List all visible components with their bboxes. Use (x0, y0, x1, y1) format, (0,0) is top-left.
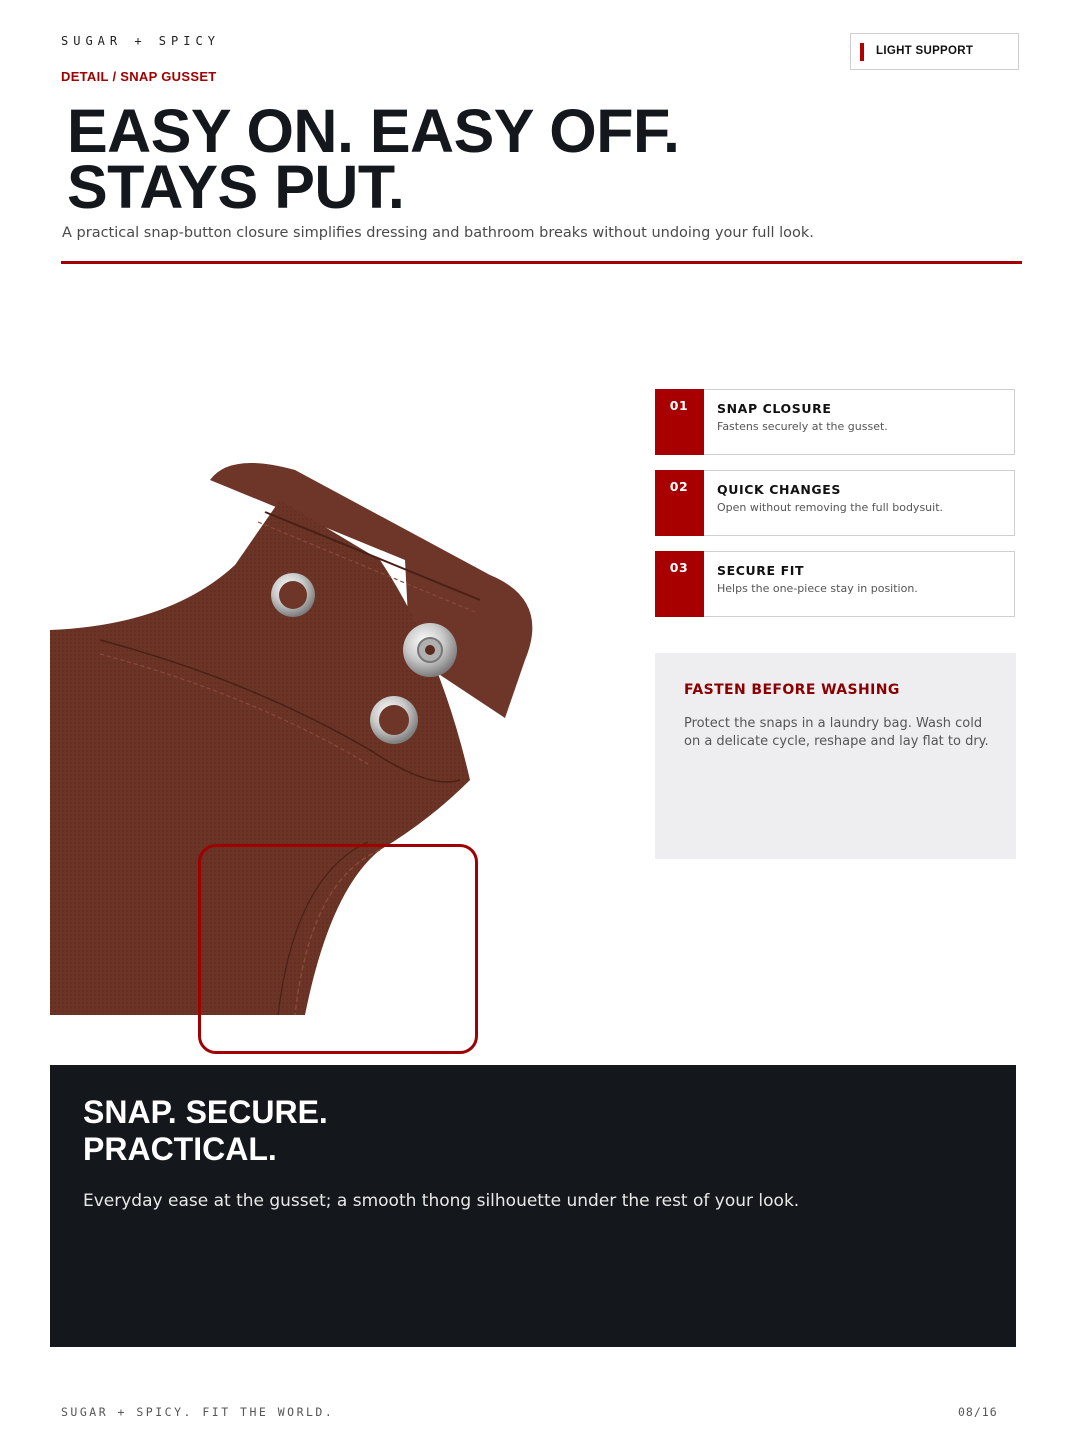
care-body: Protect the snaps in a laundry bag. Wash cold on a delicate cycle, reshape and lay flat to dry. (684, 716, 989, 749)
footer-tagline: SUGAR + SPICY. FIT THE WORLD. (61, 1405, 335, 1419)
feature-description: Fastens securely at the gusset. (717, 420, 888, 433)
banner-title-line-1: SNAP. SECURE. (83, 1094, 328, 1130)
gusset-callout-frame (198, 844, 478, 1054)
header-divider (61, 261, 1022, 264)
feature-title: SECURE FIT (717, 563, 805, 578)
headline-line-1: EASY ON. EASY OFF. (67, 97, 680, 165)
badge-label: LIGHT SUPPORT (876, 45, 974, 57)
banner-title (83, 1094, 328, 1168)
feature-card (655, 551, 1015, 617)
feature-title: SNAP CLOSURE (717, 401, 832, 416)
banner-title-line-2: PRACTICAL. (83, 1131, 277, 1167)
feature-number: 01 (655, 389, 704, 455)
feature-description: Open without removing the full bodysuit. (717, 501, 944, 514)
summary-banner (50, 1065, 1016, 1347)
banner-body: Everyday ease at the gusset; a smooth thong silhouette under the rest of your look. (83, 1191, 800, 1211)
support-badge (850, 33, 1019, 70)
care-instructions-panel (655, 653, 1016, 859)
feature-description: Helps the one-piece stay in position. (717, 582, 918, 595)
feature-number: 02 (655, 470, 704, 536)
feature-card (655, 389, 1015, 455)
page-headline (67, 97, 680, 221)
snap-ring-2 (370, 696, 418, 744)
feature-card (655, 470, 1015, 536)
feature-number: 03 (655, 551, 704, 617)
badge-accent-bar (860, 43, 864, 61)
headline-line-2: STAYS PUT. (67, 153, 405, 221)
snap-ring-1 (271, 573, 315, 617)
brand-wordmark: SUGAR + SPICY (61, 34, 220, 48)
section-kicker: DETAIL / SNAP GUSSET (61, 69, 217, 84)
feature-title: QUICK CHANGES (717, 482, 842, 497)
page-subhead: A practical snap-button closure simplifies dressing and bathroom breaks without undoing your full look. (62, 225, 814, 241)
page-number: 08/16 (958, 1405, 998, 1419)
snap-button (403, 623, 457, 677)
care-title: FASTEN BEFORE WASHING (684, 682, 900, 698)
